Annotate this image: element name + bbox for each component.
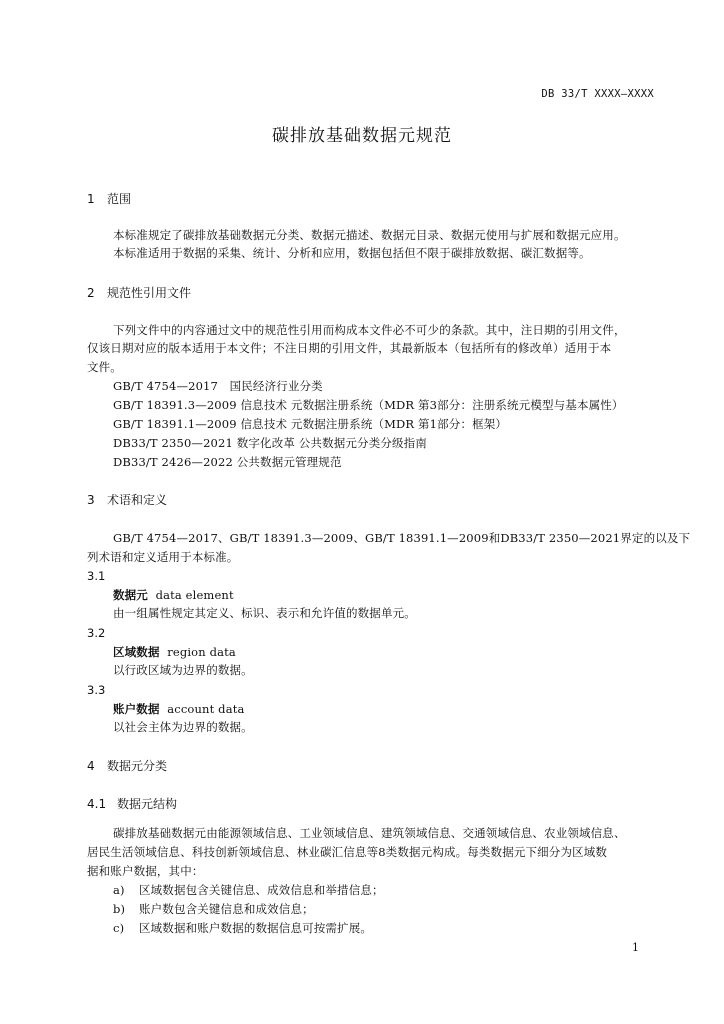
list-item-label: b) <box>113 902 126 916</box>
term-number: 3.1 <box>87 569 106 583</box>
section-3-heading <box>87 491 167 508</box>
document-title: 碳排放基础数据元规范 <box>272 126 452 146</box>
section-1-title: 范围 <box>107 192 132 206</box>
section-1-heading <box>87 190 131 207</box>
section-2-number: 2 <box>87 286 95 300</box>
term-definition: 以社会主体为边界的数据。 <box>113 720 253 734</box>
subsection-4-1-heading <box>87 795 177 812</box>
scope-paragraph-1: 本标准规定了碳排放基础数据元分类、数据元描述、数据元目录、数据元使用与扩展和数据元应用。 <box>113 228 626 242</box>
list-item-label: c) <box>113 921 125 935</box>
section-3-number: 3 <box>87 493 95 507</box>
scope-paragraph-2: 本标准适用于数据的采集、统计、分析和应用，数据包括但不限于碳排放数据、碳汇数据等。 <box>113 246 591 260</box>
reference-item: GB/T 4754—2017 国民经济行业分类 <box>113 379 323 393</box>
reference-item: DB33/T 2350—2021 数字化改革 公共数据元分类分级指南 <box>113 436 427 450</box>
terms-intro-line-2: 列术语和定义适用于本标准。 <box>87 550 239 564</box>
list-item <box>113 882 384 898</box>
list-item-text: 区域数据包含关键信息、成效信息和举措信息； <box>139 883 384 897</box>
term-name <box>113 701 244 717</box>
term-name-zh: 账户数据 <box>113 702 160 716</box>
section-2-title: 规范性引用文件 <box>107 286 192 300</box>
term-name-en: region data <box>167 645 236 659</box>
term-name-zh: 数据元 <box>113 588 148 602</box>
section-2-heading <box>87 284 191 301</box>
term-name-en: account data <box>167 702 245 716</box>
list-item-text: 账户数包含关键信息和成效信息； <box>139 902 314 916</box>
page-number: 1 <box>632 941 639 954</box>
list-item <box>113 901 314 917</box>
reference-item: GB/T 18391.3—2009 信息技术 元数据注册系统（MDR 第3部分：注册系统元模型与基本属性） <box>113 398 624 412</box>
references-intro-line-2: 仅该日期对应的版本适用于本文件；不注日期的引用文件，其最新版本（包括所有的修改单）适用于本 <box>87 341 612 355</box>
standard-code: DB 33/T XXXX—XXXX <box>541 88 654 100</box>
term-number: 3.3 <box>87 683 106 697</box>
subsection-4-1-number: 4.1 <box>87 797 107 811</box>
list-item-text: 区域数据和账户数据的数据信息可按需扩展。 <box>139 921 372 935</box>
term-name-en: data element <box>155 588 234 602</box>
references-intro-line-1: 下列文件中的内容通过文中的规范性引用而构成本文件必不可少的条款。其中，注日期的引用文件， <box>113 323 626 337</box>
list-item-label: a) <box>113 883 125 897</box>
reference-item: GB/T 18391.1—2009 信息技术 元数据注册系统（MDR 第1部分：框架） <box>113 417 508 431</box>
term-number: 3.2 <box>87 626 106 640</box>
term-name-zh: 区域数据 <box>113 645 160 659</box>
section-4-heading <box>87 757 167 774</box>
term-definition: 以行政区域为边界的数据。 <box>113 663 253 677</box>
terms-intro-line-1: GB/T 4754—2017、GB/T 18391.3—2009、GB/T 18391.1—2009和DB33/T 2350—2021界定的以及下 <box>113 531 691 545</box>
structure-paragraph-line-1: 碳排放基础数据元由能源领域信息、工业领域信息、建筑领域信息、交通领域信息、农业领域信息、 <box>113 826 626 840</box>
structure-paragraph-line-3: 据和账户数据，其中： <box>87 864 204 878</box>
reference-item: DB33/T 2426—2022 公共数据元管理规范 <box>113 455 342 469</box>
term-name <box>113 644 236 660</box>
section-1-number: 1 <box>87 192 95 206</box>
references-intro-line-3: 文件。 <box>87 360 122 374</box>
section-3-title: 术语和定义 <box>107 493 168 507</box>
term-definition: 由一组属性规定其定义、标识、表示和允许值的数据单元。 <box>113 606 416 620</box>
term-name <box>113 587 234 603</box>
section-4-title: 数据元分类 <box>107 759 168 773</box>
structure-paragraph-line-2: 居民生活领域信息、科技创新领域信息、林业碳汇信息等8类数据元构成。每类数据元下细分为区域数 <box>87 845 608 859</box>
subsection-4-1-title: 数据元结构 <box>117 797 178 811</box>
section-4-number: 4 <box>87 759 95 773</box>
list-item <box>113 920 372 936</box>
